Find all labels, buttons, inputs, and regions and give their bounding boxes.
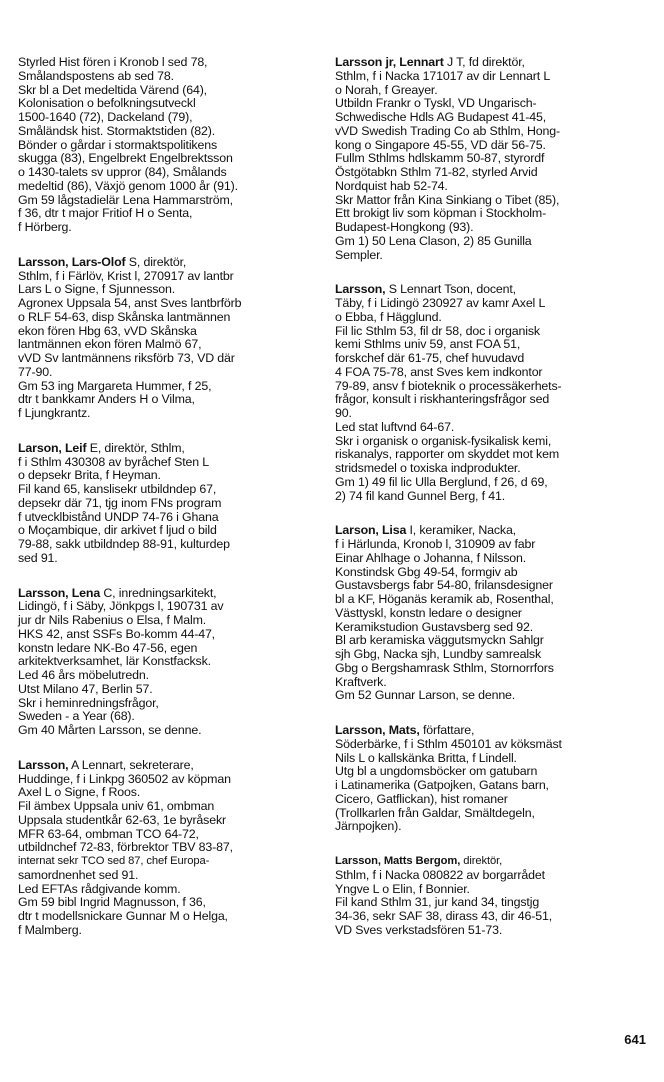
entry-line: [18, 407, 316, 421]
entry-line: [18, 180, 316, 194]
line-text: dtr t bankkamr Anders H o Vilma,: [18, 392, 195, 407]
line-text: Sthlm, f i Nacka 080822 av borgarrådet: [335, 867, 545, 882]
entry-line: [18, 325, 316, 339]
entry-line: [335, 407, 647, 421]
person-name: Larson, Lisa: [335, 523, 407, 538]
entry-line: [335, 56, 647, 70]
entry-line: [18, 194, 316, 208]
entry-line: [18, 84, 316, 98]
entry-line: [18, 655, 316, 669]
entry-line: [335, 607, 647, 621]
line-text: Sempler.: [335, 247, 383, 262]
entry-line: [18, 773, 316, 787]
entry-line: [335, 125, 647, 139]
line-text: Skr Mattor från Kina Sinkiang o Tibet (85),: [335, 192, 560, 207]
biography-entry: [18, 587, 316, 738]
line-text: Skr i heminredningsfrågor,: [18, 695, 159, 710]
line-text: Bönder o gårdar i stormaktspolitikens: [18, 137, 217, 152]
line-text: Ett brokigt liv som köpman i Stockholm-: [335, 206, 547, 221]
entry-line: [335, 793, 647, 807]
entry-line: [18, 710, 316, 724]
line-text: konstn ledare NK-Bo 47-56, egen: [18, 640, 198, 655]
line-text: dtr t modellsnickare Gunnar M o Helga,: [18, 909, 228, 923]
entry-line: [18, 311, 316, 325]
line-text: f 36, dtr t major Fritiof H o Senta,: [18, 206, 193, 221]
entry-line: [18, 786, 316, 800]
entry-line: [18, 814, 316, 828]
entry-line: [335, 752, 647, 766]
entry-line: [335, 152, 647, 166]
entry-line: [335, 779, 647, 793]
person-name: Larsson, Mats,: [335, 723, 420, 737]
entry-line: [18, 270, 316, 284]
line-text: o depsekr Brita, f Heyman.: [18, 468, 161, 483]
entry-line: [18, 297, 316, 311]
line-text: Fil ämbex Uppsala univ 61, ombman: [18, 799, 215, 813]
entry-line: [18, 125, 316, 139]
line-text: 77-90.: [18, 364, 53, 379]
line-text: Småländsk hist. Stormaktstiden (82).: [18, 123, 216, 138]
entry-line: [18, 152, 316, 166]
line-text: Fil kand Sthlm 31, jur kand 34, tingstjg: [335, 895, 540, 910]
person-name: Larsson, Lars-Olof: [18, 254, 126, 269]
entry-line: [335, 621, 647, 635]
entry-line: [335, 207, 647, 221]
entry-line: [18, 669, 316, 683]
line-text: Nils L o kallskänka Britta, f Lindell.: [335, 750, 517, 765]
biography-entry: [18, 56, 316, 235]
line-text: VD Sves verkstadsfören 51-73.: [335, 922, 503, 937]
entry-line: [335, 283, 647, 297]
entry-line: [18, 883, 316, 897]
line-text: Agronex Uppsala 54, anst Sves lantbrförb: [18, 296, 242, 310]
line-text: vVD Swedish Trading Co ab Sthlm, Hong-: [335, 123, 561, 138]
entry-line: [18, 221, 316, 235]
line-text: Styrled Hist fören i Kronob l sed 78,: [18, 55, 208, 69]
line-text: arkitektverksamhet, lär Konstfacksk.: [18, 654, 211, 669]
entry-line: [335, 194, 647, 208]
line-text: bl a KF, Höganäs keramik ab, Rosenthal,: [335, 592, 554, 606]
line-text: Bl arb keramiska väggutsmyckn Sahlgr: [335, 633, 544, 648]
line-text: Konstindsk Gbg 49-54, formgiv ab: [335, 564, 518, 579]
entry-line: [335, 538, 647, 552]
line-text: Gbg o Bergshamrask Sthlm, Stornorrfors: [335, 660, 554, 675]
line-text: Järnpojken).: [335, 819, 402, 834]
entry-line: [18, 552, 316, 566]
line-text: frågor, konsult i riskhanteringsfrågor sed: [335, 392, 550, 407]
line-text: medeltid (86), Växjö genom 1000 år (91).: [18, 178, 238, 193]
entry-line: [335, 634, 647, 648]
entry-line: [335, 221, 647, 235]
entry-line: [335, 924, 647, 938]
entry-line: [18, 759, 316, 773]
line-text: 1500-1640 (72), Dackeland (79),: [18, 110, 193, 124]
biography-entry: [335, 56, 647, 262]
entry-line: [335, 380, 647, 394]
entry-line: [335, 676, 647, 690]
biography-entry: [335, 283, 647, 503]
entry-line: [335, 524, 647, 538]
entry-line: [18, 724, 316, 738]
entry-line: [18, 393, 316, 407]
line-text: internat sekr TCO sed 87, chef Europa-: [18, 855, 210, 867]
line-text: Keramikstudion Gustavsberg sed 92.: [335, 619, 534, 634]
entry-line: [335, 84, 647, 98]
biography-entry: [18, 256, 316, 421]
line-text: Fullm Sthlms hdlskamm 50-87, styrordf: [335, 151, 545, 166]
line-text: Einar Ahlhage o Johanna, f Nilsson.: [335, 550, 527, 565]
entry-line: [18, 524, 316, 538]
entry-line: [18, 111, 316, 125]
entry-line: [18, 600, 316, 614]
entry-line: [18, 841, 316, 855]
biography-entry: [335, 524, 647, 703]
entry-line: [335, 166, 647, 180]
entry-line: [18, 628, 316, 642]
line-text: (Trollkarlen från Galdar, Smältdegeln,: [335, 805, 535, 820]
entry-line: [335, 70, 647, 84]
person-name: Larsson,: [18, 757, 69, 772]
line-text: f i Härlunda, Kronob l, 310909 av fabr: [335, 537, 536, 551]
line-text: Lidingö, f i Säby, Jönkpgs l, 190731 av: [18, 599, 224, 614]
line-text: Utbildn Frankr o Tyskl, VD Ungarisch-: [335, 96, 537, 111]
entry-line: [335, 738, 647, 752]
line-text: 4 FOA 75-78, anst Sves kem indkontor: [335, 364, 543, 379]
entry-line: [18, 56, 316, 70]
line-text: 34-36, sekr SAF 38, dirass 43, dir 46-51,: [335, 909, 552, 923]
line-text: Utg bl a ungdomsböcker om gatubarn: [335, 764, 538, 779]
line-text: Sthlm, f i Nacka 171017 av dir Lennart L: [335, 68, 551, 83]
line-text: HKS 42, anst SSFs Bo-komm 44-47,: [18, 626, 215, 641]
entry-line: [18, 207, 316, 221]
person-name: Larsson, Matts Bergom,: [335, 855, 461, 867]
line-text: Lars L o Signe, f Sjunnesson.: [18, 282, 176, 297]
line-text: 79-88, sakk utbildndep 88-91, kulturdep: [18, 537, 230, 551]
entry-line: [335, 249, 647, 263]
entry-line: [18, 380, 316, 394]
line-text: f Ljungkrantz.: [18, 406, 91, 420]
line-text: Sweden - a Year (68).: [18, 709, 135, 724]
entry-line: [335, 180, 647, 194]
entry-line: [335, 490, 647, 504]
line-text: 79-89, ansv f bioteknik o processäkerhets-: [335, 378, 562, 393]
entry-line: [335, 820, 647, 834]
person-name: Larson, Leif: [18, 440, 87, 455]
line-text: sed 91.: [18, 550, 58, 565]
entry-line: [18, 924, 316, 938]
line-text: Gm 1) 50 Lena Clason, 2) 85 Gunilla: [335, 233, 532, 248]
entry-line: [18, 614, 316, 628]
line-text: Sthlm, f i Färlöv, Krist l, 270917 av lantbr: [18, 268, 234, 283]
line-text: depsekr där 71, tjg inom FNs program: [18, 495, 222, 510]
entry-line: [335, 579, 647, 593]
line-text: Täby, f i Lidingö 230927 av kamr Axel L: [335, 296, 546, 310]
entry-line: [335, 807, 647, 821]
line-text: i Latinamerika (Gatpojken, Gatans barn,: [335, 778, 549, 792]
entry-line: [335, 111, 647, 125]
entry-line: [335, 855, 647, 869]
entry-line: [335, 724, 647, 738]
entry-line: [335, 566, 647, 580]
line-text: Smålandspostens ab sed 78.: [18, 68, 174, 83]
line-text: I, keramiker, Nacka,: [406, 523, 516, 538]
entry-line: [18, 442, 316, 456]
line-text: Cicero, Gatflickan), hist romaner: [335, 791, 508, 806]
line-text: Nordquist hab 52-74.: [335, 178, 448, 193]
right-column: [335, 56, 647, 959]
line-text: Fil lic Sthlm 53, fil dr 58, doc i organisk: [335, 323, 540, 338]
entry-line: [335, 448, 647, 462]
entry-line: [335, 765, 647, 779]
line-text: Led EFTAs rådgivande komm.: [18, 881, 181, 896]
line-text: lantmännen ekon fören Malmö 67,: [18, 337, 202, 352]
line-text: f utvecklbistånd UNDP 74-76 i Ghana: [18, 509, 219, 524]
entry-line: [18, 166, 316, 180]
entry-line: [335, 689, 647, 703]
entry-line: [18, 800, 316, 814]
line-text: Gm 59 lågstadielär Lena Hammarström,: [18, 192, 233, 207]
biography-entry: [335, 724, 647, 834]
entry-line: [18, 139, 316, 153]
line-text: Kolonisation o befolkningsutveckl: [18, 96, 196, 111]
entry-line: [335, 235, 647, 249]
line-text: S Lennart Tson, docent,: [385, 282, 516, 297]
entry-line: [335, 421, 647, 435]
line-text: o Ebba, f Hägglund.: [335, 309, 442, 324]
entry-line: [335, 325, 647, 339]
line-text: Yngve L o Elin, f Bonnier.: [335, 881, 470, 896]
left-column: [18, 56, 316, 959]
line-text: riskanalys, rapporter om skyddet mot kem: [335, 447, 559, 462]
entry-line: [335, 366, 647, 380]
line-text: utbildnchef 72-83, förbrektor TBV 83-87,: [18, 840, 233, 855]
entry-line: [335, 593, 647, 607]
line-text: skugga (83), Engelbrekt Engelbrektsson: [18, 151, 233, 166]
entry-line: [335, 393, 647, 407]
entry-line: [18, 587, 316, 601]
entry-line: [335, 910, 647, 924]
line-text: f Hörberg.: [18, 220, 72, 234]
line-text: Gm 59 bibl Ingrid Magnusson, f 36,: [18, 895, 206, 910]
entry-line: [335, 435, 647, 449]
entry-line: [18, 97, 316, 111]
person-name: Larsson jr, Lennart: [335, 55, 444, 69]
entry-line: [18, 697, 316, 711]
line-text: stridsmedel o toxiska indprodukter.: [335, 461, 521, 475]
entry-line: [18, 511, 316, 525]
line-text: Gm 52 Gunnar Larson, se denne.: [335, 688, 516, 703]
entry-line: [18, 855, 316, 869]
line-text: kong o Singapore 45-55, VD där 56-75.: [335, 137, 546, 152]
line-text: Skr i organisk o organisk-fysikalisk kemi,: [335, 433, 552, 448]
entry-line: [335, 338, 647, 352]
line-text: Led stat luftvnd 64-67.: [335, 419, 455, 434]
entry-line: [18, 642, 316, 656]
line-text: C, inredningsarkitekt,: [100, 585, 217, 600]
line-text: Gm 1) 49 fil lic Ulla Berglund, f 26, d 69,: [335, 474, 548, 489]
line-text: o 1430-talets sv uppror (84), Smålands: [18, 165, 227, 179]
entry-line: [18, 483, 316, 497]
entry-line: [335, 648, 647, 662]
entry-line: [335, 896, 647, 910]
biography-entry: [18, 442, 316, 566]
line-text: Västtyskl, konstn ledare o designer: [335, 605, 522, 620]
line-text: Kraftverk.: [335, 674, 387, 689]
line-text: forskchef där 61-75, chef huvudavd: [335, 351, 525, 365]
line-text: 90.: [335, 406, 352, 420]
entry-line: [18, 497, 316, 511]
line-text: Led 46 års möbelutredn.: [18, 668, 149, 682]
line-text: Uppsala studentkår 62-63, 1e byråsekr: [18, 812, 226, 827]
entry-line: [335, 352, 647, 366]
line-text: Utst Milano 47, Berlin 57.: [18, 681, 153, 696]
line-text: f Malmberg.: [18, 922, 82, 937]
entry-line: [335, 662, 647, 676]
line-text: MFR 63-64, ombman TCO 64-72,: [18, 826, 199, 841]
entry-line: [18, 828, 316, 842]
entry-line: [335, 476, 647, 490]
entry-line: [18, 910, 316, 924]
entry-line: [18, 469, 316, 483]
entry-line: [18, 456, 316, 470]
line-text: vVD Sv lantmännens riksförb 73, VD där: [18, 351, 235, 365]
line-text: Gm 53 ing Margareta Hummer, f 25,: [18, 378, 212, 393]
entry-line: [18, 338, 316, 352]
line-text: sjh Gbg, Nacka sjh, Lundby samrealsk: [335, 647, 542, 661]
line-text: Axel L o Signe, f Roos.: [18, 785, 141, 800]
line-text: o RLF 54-63, disp Skånska lantmännen: [18, 309, 231, 324]
line-text: 2) 74 fil kand Gunnel Berg, f 41.: [335, 488, 506, 503]
biography-entry: [335, 855, 647, 938]
entry-line: [18, 896, 316, 910]
entry-line: [335, 97, 647, 111]
entry-line: [18, 538, 316, 552]
line-text: jur dr Nils Rabenius o Elsa, f Malm.: [18, 613, 207, 627]
entry-line: [335, 869, 647, 883]
person-name: Larsson,: [335, 282, 386, 297]
line-text: direktör,: [460, 855, 503, 867]
line-text: samordnenhet sed 91.: [18, 867, 139, 882]
entry-line: [18, 352, 316, 366]
entry-line: [18, 683, 316, 697]
line-text: Skr bl a Det medeltida Värend (64),: [18, 82, 207, 97]
line-text: J T, fd direktör,: [443, 55, 525, 69]
line-text: E, direktör, Sthlm,: [86, 440, 185, 455]
line-text: kemi Sthlms univ 59, anst FOA 51,: [335, 337, 521, 352]
line-text: Schwedische Hdls AG Budapest 41-45,: [335, 110, 547, 124]
line-text: o Moçambique, dir arkivet f ljud o bild: [18, 523, 217, 538]
line-text: ekon fören Hbg 63, vVD Skånska: [18, 323, 197, 338]
line-text: f i Sthlm 430308 av byråchef Sten L: [18, 454, 210, 469]
entry-line: [335, 552, 647, 566]
entry-line: [335, 883, 647, 897]
line-text: Gm 40 Mårten Larsson, se denne.: [18, 723, 202, 737]
entry-line: [18, 366, 316, 380]
line-text: Budapest-Hongkong (93).: [335, 220, 474, 234]
entry-line: [18, 283, 316, 297]
line-text: Gustavsbergs fabr 54-80, frilansdesigner: [335, 578, 553, 593]
entry-line: [335, 139, 647, 153]
biography-entry: [18, 759, 316, 938]
line-text: Fil kand 65, kanslisekr utbildndep 67,: [18, 482, 217, 496]
line-text: Huddinge, f i Linkpg 360502 av köpman: [18, 771, 231, 786]
line-text: författare,: [419, 723, 475, 737]
entry-line: [335, 311, 647, 325]
entry-line: [335, 297, 647, 311]
page-number: 641: [624, 1032, 646, 1047]
line-text: Söderbärke, f i Sthlm 450101 av köksmäst: [335, 736, 562, 751]
line-text: S, direktör,: [125, 254, 187, 269]
line-text: A Lennart, sekreterare,: [68, 757, 194, 772]
person-name: Larsson, Lena: [18, 585, 101, 600]
line-text: o Norah, f Greayer.: [335, 82, 438, 97]
entry-line: [18, 256, 316, 270]
entry-line: [335, 462, 647, 476]
entry-line: [18, 869, 316, 883]
entry-line: [18, 70, 316, 84]
line-text: Östgötabkn Sthlm 71-82, styrled Arvid: [335, 165, 538, 179]
